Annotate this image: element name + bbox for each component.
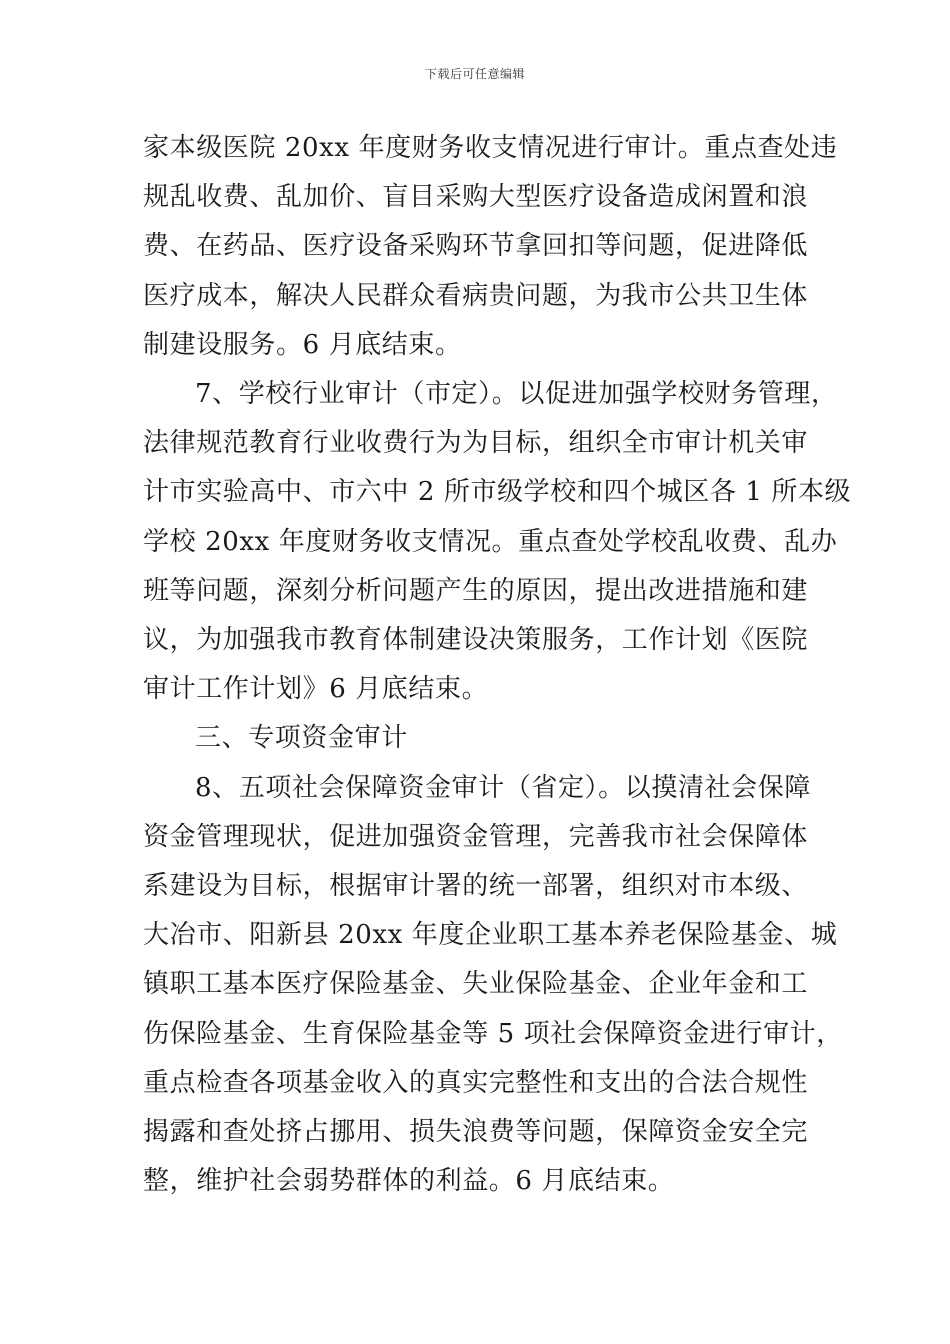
paragraph-school-audit xyxy=(143,370,852,714)
text-line: 规乱收费、乱加价、盲目采购大型医疗设备造成闲置和浪 xyxy=(143,182,809,213)
text-line: 审计工作计划》6 月底结束。 xyxy=(143,674,489,705)
text-line: 法律规范教育行业收费行为为目标，组织全市审计机关审 xyxy=(143,428,809,459)
text-line: 制建设服务。6 月底结束。 xyxy=(143,329,462,360)
document-body xyxy=(143,124,852,1206)
text-line: 班等问题，深刻分析问题产生的原因，提出改进措施和建 xyxy=(143,575,809,606)
page-header-note: 下载后可任意编辑 xyxy=(424,67,525,81)
section-heading-special-funds-audit xyxy=(143,714,811,763)
text-line: 资金管理现状，促进加强资金管理，完善我市社会保障体 xyxy=(143,821,809,852)
text-line: 揭露和查处挤占挪用、损失浪费等问题，保障资金安全完 xyxy=(143,1117,809,1148)
text-line: 系建设为目标，根据审计署的统一部署，组织对市本级、 xyxy=(143,871,809,902)
text-line: 伤保险基金、生育保险基金等 5 项社会保障资金进行审计， xyxy=(143,1018,843,1049)
paragraph-hospital-audit-continued xyxy=(143,124,838,370)
text-line: 整，维护社会弱势群体的利益。6 月底结束。 xyxy=(143,1166,675,1197)
text-line: 计市实验高中、市六中 2 所市级学校和四个城区各 1 所本级 xyxy=(143,477,852,508)
text-line: 8、五项社会保障资金审计（省定）。以摸清社会保障 xyxy=(195,772,811,803)
text-line: 医疗成本，解决人民群众看病贵问题，为我市公共卫生体 xyxy=(143,280,809,311)
text-line: 重点检查各项基金收入的真实完整性和支出的合法合规性 xyxy=(143,1067,809,1098)
text-line: 议，为加强我市教育体制建设决策服务，工作计划《医院 xyxy=(143,625,809,656)
text-line: 学校 20xx 年度财务收支情况。重点查处学校乱收费、乱办 xyxy=(143,526,838,557)
text-line: 费、在药品、医疗设备采购环节拿回扣等问题，促进降低 xyxy=(143,231,809,262)
paragraph-social-security-audit xyxy=(143,764,843,1207)
text-line: 大冶市、阳新县 20xx 年度企业职工基本养老保险基金、城 xyxy=(143,920,838,951)
text-line: 7、学校行业审计（市定）。以促进加强学校财务管理， xyxy=(195,379,838,410)
text-line: 三、专项资金审计 xyxy=(195,723,408,754)
text-line: 家本级医院 20xx 年度财务收支情况进行审计。重点查处违 xyxy=(143,133,838,163)
text-line: 镇职工基本医疗保险基金、失业保险基金、企业年金和工 xyxy=(143,969,809,1000)
